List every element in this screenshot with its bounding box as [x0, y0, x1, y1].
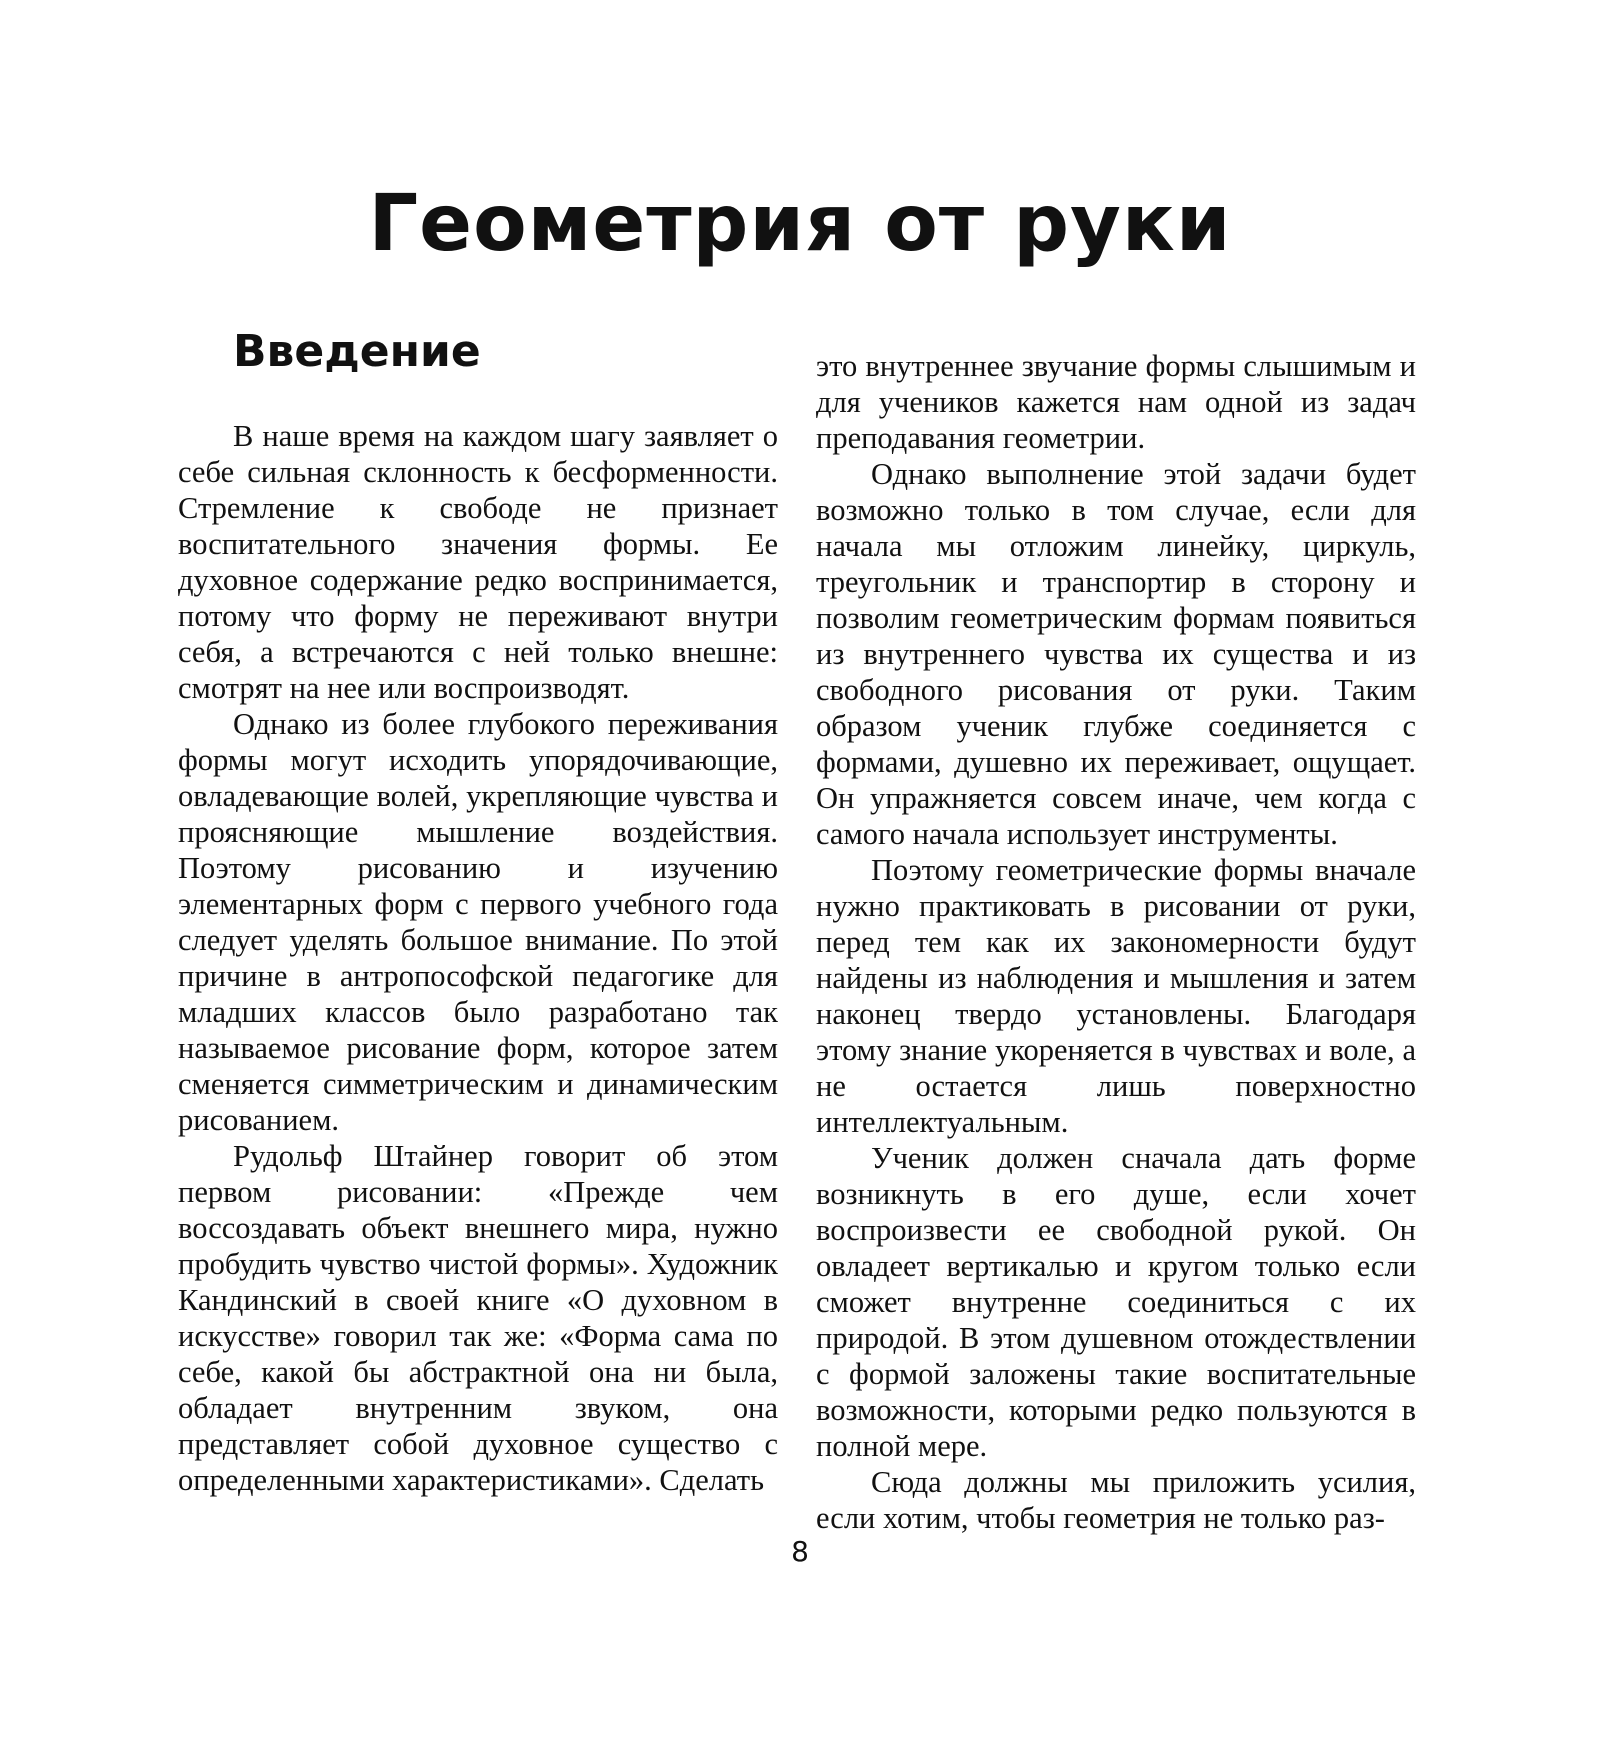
paragraph: Поэтому геометрические формы вначале нужно практиковать в рисовании от руки, перед тем как их закономерности будут найдены из наблюдения и мышления и затем наконец твердо установлены. Благодаря этому знание укореняется в чувствах и воле, а не остается лишь поверхностно интеллектуальным.	[816, 853, 1416, 1139]
paragraph: Рудольф Штайнер говорит об этом первом рисовании: «Прежде чем воссоздавать объект внешнего мира, нужно пробудить чувство чистой формы». Художник Кандинский в своей книге «О духовном в искусстве» говорил так же: «Форма сама по себе, какой бы абстрактной она ни была, обладает внутренним звуком, она представляет собой духовное существо с определенными характеристиками». Сделать	[178, 1139, 778, 1497]
page-number: 8	[791, 1535, 809, 1568]
paragraph: Ученик должен сначала дать форме возникнуть в его душе, если хочет воспроизвести ее свободной рукой. Он овладеет вертикалью и кругом только если сможет внутренне соединиться с их природой. В этом душевном отождествлении с формой заложены такие воспитательные возможности, которыми редко пользуются в полной мере.	[816, 1141, 1416, 1463]
paragraph: это внутреннее звучание формы слышимым и для учеников кажется нам одной из задач преподавания геометрии.	[816, 349, 1416, 455]
paragraph: В наше время на каждом шагу заявляет о себе сильная склонность к бесформенности. Стремление к свободе не признает воспитательного значения формы. Ее духовное содержание редко воспринимается, потому что форму не переживают внутри себя, а встречаются с ней только внешне: смотрят на нее или воспроизводят.	[178, 419, 778, 705]
paragraph: Сюда должны мы приложить усилия, если хотим, чтобы геометрия не только раз-	[816, 1465, 1416, 1535]
page-title: Геометрия от руки	[368, 179, 1232, 269]
paragraph: Однако выполнение этой задачи будет возможно только в том случае, если для начала мы отложим линейку, циркуль, треугольник и транспортир в сторону и позволим геометрическим формам появиться из внутреннего чувства их существа и из свободного рисования от руки. Таким образом ученик глубже соединяется с формами, душевно их переживает, ощущает. Он упражняется совсем иначе, чем когда с самого начала использует инструменты.	[816, 457, 1416, 851]
paragraph: Однако из более глубокого переживания формы могут исходить упорядочивающие, овладевающие волей, укрепляющие чувства и проясняющие мышление воздействия. Поэтому рисованию и изучению элементарных форм с первого учебного года следует уделять большое внимание. По этой причине в антропософской педагогике для младших классов было разработано так называемое рисование форм, которое затем сменяется симметрическим и динамическим рисованием.	[178, 707, 778, 1137]
right-column	[816, 348, 1416, 1536]
section-heading: Введение	[233, 326, 481, 377]
left-column	[178, 418, 778, 1498]
